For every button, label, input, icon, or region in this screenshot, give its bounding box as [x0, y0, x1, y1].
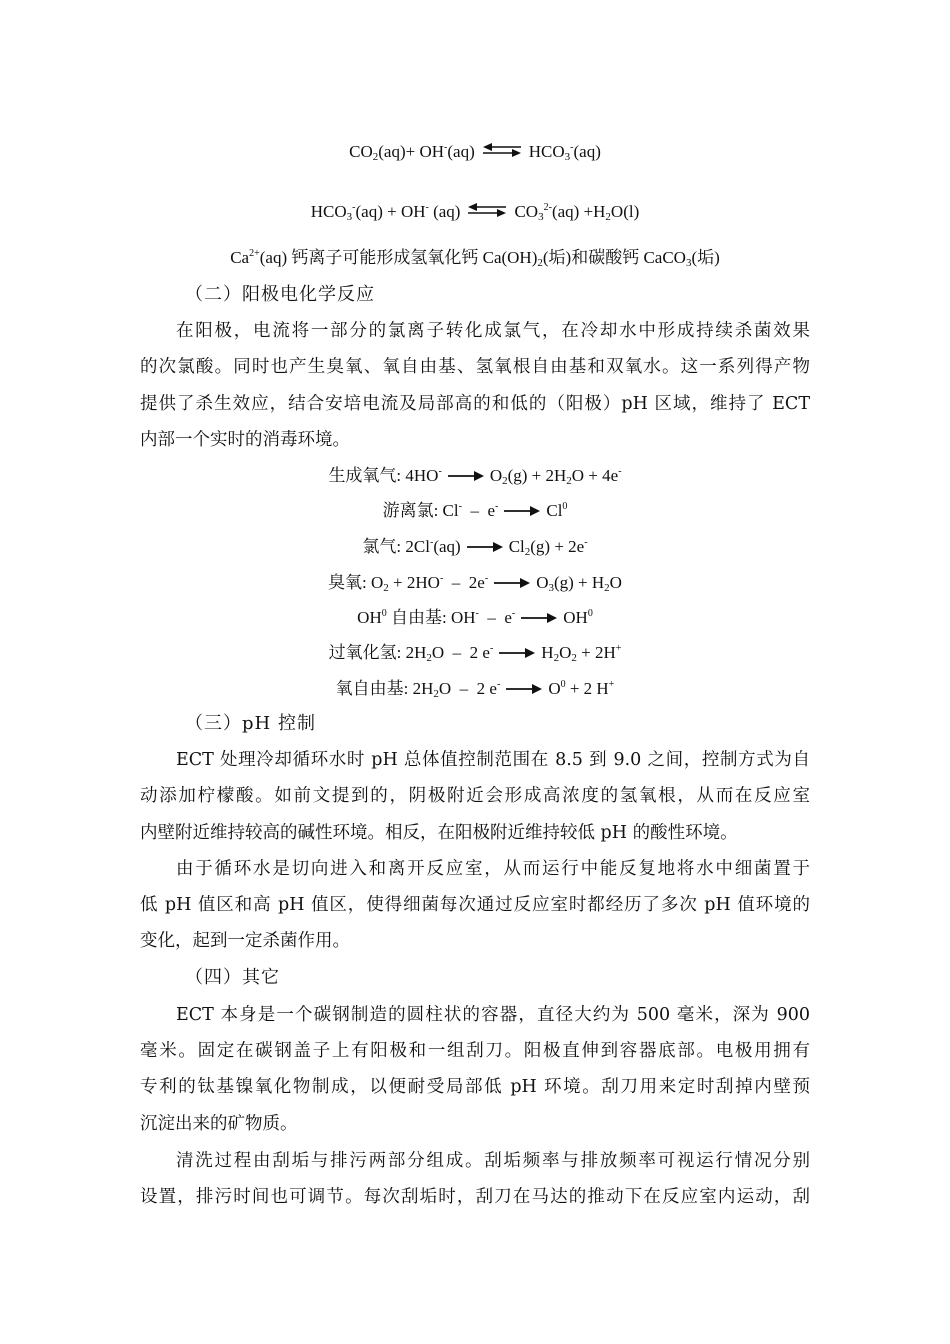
paragraph-line: 在阳极，电流将一部分的氯离子转化成氯气，在冷却水中形成持续杀菌效果 [176, 321, 810, 341]
right-arrow-icon [446, 465, 486, 489]
equation-left: $HCO_3^-(aq) + OH^-$ (aq) [310, 202, 461, 223]
paragraph-line: 内壁附近维持较高的碱性环境。相反，在阳极附近维持较低 pH 的酸性环境。 [140, 823, 738, 843]
reaction-oxygen: 生成氧气: 4HO- $O_2(g) + 2H_2O + 4e^-$ [140, 464, 810, 489]
equation-bicarbonate-hydroxide [140, 200, 810, 225]
paragraph-line: 变化，起到一定杀菌作用。 [140, 931, 350, 951]
paragraph-line: 由于循环水是切向进入和离开反应室，从而运行中能反复地将水中细菌置于 [176, 859, 810, 879]
reaction-ozone: 臭氧: $O_2 + 2HO^- - 2e^-$ $O_3(g) + H_2O$ [140, 571, 810, 596]
calcium-note: $Ca^{2+}(aq)$ 钙离子可能形成氢氧化钙 $Ca(OH)_2$(垢)和碳酸钙 CaCO$_3$(垢) [230, 248, 720, 269]
paragraph-line: ECT 本身是一个碳钢制造的圆柱状的容器，直径大约为 500 毫米，深为 900 [176, 1005, 810, 1025]
reaction-chlorine-gas: 氯气: 2Cl-(aq) $Cl_2(g) + 2e^-$ [140, 535, 810, 560]
paragraph-line: 内部一个实时的消毒环境。 [140, 430, 350, 450]
equation-co2-hydroxide [140, 140, 810, 165]
reaction-hydroxyl-radical: $OH^0$ 自由基: OH- – e- $OH^0$ [140, 606, 810, 631]
section-heading-ph-control: （三）pH 控制 [185, 713, 316, 734]
right-arrow-icon [502, 500, 542, 524]
paragraph-line: 设置，排污时间也可调节。每次刮垢时，刮刀在马达的推动下在反应室内运动，刮 [140, 1187, 810, 1207]
equilibrium-arrow-icon [466, 201, 508, 225]
equation-left: $CO_2(aq)+ OH^-(aq)$ [349, 142, 475, 163]
equation-right: $HCO_3^-(aq)$ [528, 142, 601, 163]
right-arrow-icon [497, 642, 537, 666]
section-heading-anode: （二）阳极电化学反应 [185, 284, 375, 305]
equilibrium-arrow-icon [481, 141, 523, 165]
paragraph-line: ECT 处理冷却循环水时 pH 总体值控制范围在 8.5 到 9.0 之间，控制方式为自 [176, 750, 810, 770]
paragraph-line: 沉淀出来的矿物质。 [140, 1114, 298, 1134]
right-arrow-icon [465, 536, 505, 560]
right-arrow-icon [519, 607, 559, 631]
paragraph-line: 专利的钛基镍氧化物制成，以便耐受局部低 pH 环境。刮刀用来定时刮掉内壁预 [140, 1077, 810, 1097]
equation-right: $CO_3^{2-}(aq) +H_2O(l)$ [514, 202, 640, 223]
paragraph-line: 低 pH 值区和高 pH 值区，使得细菌每次通过反应室时都经历了多次 pH 值环境的 [140, 895, 810, 915]
paragraph-line: 动添加柠檬酸。如前文提到的，阴极附近会形成高浓度的氢氧根，从而在反应室 [140, 786, 810, 806]
paragraph-line: 提供了杀生效应，结合安培电流及局部高的和低的（阳极）pH 区域，维持了 ECT [140, 394, 810, 414]
right-arrow-icon [492, 572, 532, 596]
paragraph-line: 毫米。固定在碳钢盖子上有阳极和一组刮刀。阳极直伸到容器底部。电极用拥有 [140, 1041, 810, 1061]
paragraph-line: 的次氯酸。同时也产生臭氧、氧自由基、氢氧根自由基和双氧水。这一系列得产物 [140, 357, 810, 377]
section-heading-other: （四）其它 [185, 967, 280, 988]
right-arrow-icon [504, 678, 544, 702]
reaction-free-chlorine: 游离氯: Cl- – e- Cl$^0$ [140, 499, 810, 524]
reaction-oxygen-radical: 氧自由基: $2H_2O - 2$ e- $O^0 + 2$ H+ [140, 677, 810, 702]
paragraph-line: 清洗过程由刮垢与排污两部分组成。刮垢频率与排放频率可视运行情况分别 [176, 1151, 810, 1171]
reaction-hydrogen-peroxide: 过氧化氢: $2H_2O - 2$ e- $H_2O_2 + 2H^+$ [140, 641, 810, 666]
